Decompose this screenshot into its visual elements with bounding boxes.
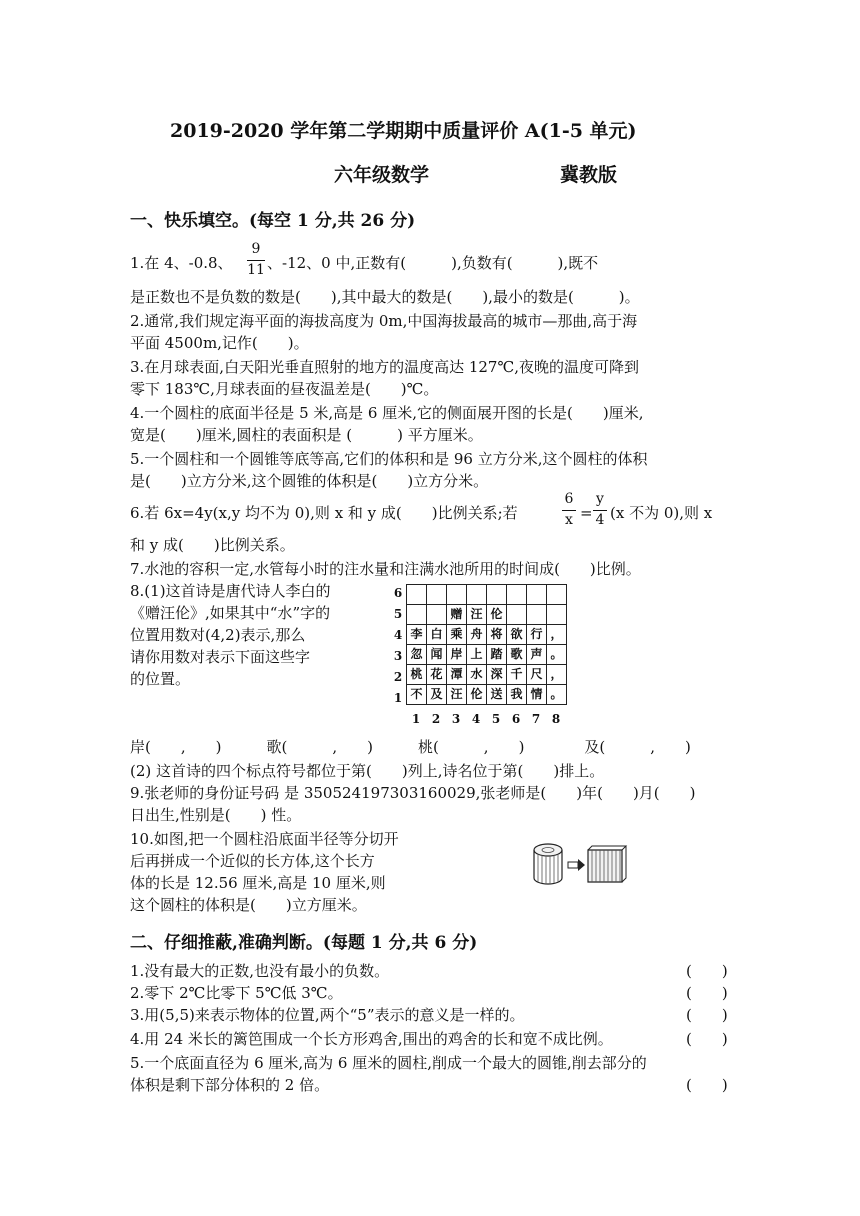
grid-row-number: 5	[393, 607, 403, 621]
q1-frac-numerator: 9	[251, 241, 261, 257]
grid-cell: 舟	[467, 625, 487, 645]
grid-cell: 上	[467, 645, 487, 665]
q6-equals: =	[580, 504, 593, 522]
page-title: 2019-2020 学年第二学期期中质量评价 A(1-5 单元)	[170, 120, 637, 142]
grid-row-number: 1	[393, 691, 403, 705]
grid-cell: 伦	[467, 685, 487, 705]
section2-heading: 二、仔细推蔽,准确判断。(每题 1 分,共 6 分)	[130, 933, 478, 953]
judge-bracket-1: ( )	[686, 962, 728, 980]
grid-cell: 伦	[487, 605, 507, 625]
grid-cell: ，	[547, 665, 567, 685]
grid-col-number: 8	[551, 712, 561, 726]
q6-frac1-numerator: 6	[564, 491, 574, 507]
q6-frac2-numerator: y	[596, 491, 604, 507]
q3-text-a: 3.在月球表面,白天阳光垂直照射的地方的温度高达 127℃,夜晚的温度可降到	[130, 358, 640, 376]
grid-row	[407, 665, 567, 685]
grid-cell: 歌	[507, 645, 527, 665]
grid-cell	[467, 585, 487, 605]
grid-cell: 我	[507, 685, 527, 705]
grid-col-number: 4	[471, 712, 481, 726]
judge-item-4: 4.用 24 米长的篱笆围成一个长方形鸡舍,围出的鸡舍的长和宽不成比例。	[130, 1030, 613, 1048]
grid-cell: 声	[527, 645, 547, 665]
grid-col-number: 1	[411, 712, 421, 726]
q6-frac1-bar	[562, 510, 576, 511]
grid-cell: 乘	[447, 625, 467, 645]
grid-col-number: 2	[431, 712, 441, 726]
q10-line-3: 体的长是 12.56 厘米,高是 10 厘米,则	[130, 874, 386, 892]
judge-item-5-cont: 体积是剩下部分体积的 2 倍。	[130, 1076, 330, 1094]
grid-cell: 。	[547, 645, 567, 665]
grid-col-number: 7	[531, 712, 541, 726]
q6-frac2-bar	[593, 510, 607, 511]
q6-frac1-denominator: x	[565, 512, 573, 528]
poem-grid-figure	[392, 584, 582, 724]
grid-cell: 欲	[507, 625, 527, 645]
q9-text-a: 9.张老师的身份证号码 是 350524197303160029,张老师是( )年( )月( )	[130, 784, 696, 802]
q8-line-1: 8.(1)这首诗是唐代诗人李白的	[130, 582, 331, 600]
q8-line-2: 《赠汪伦》,如果其中“水”字的	[130, 604, 331, 622]
grid-cell: 闻	[427, 645, 447, 665]
grid-cell: 岸	[447, 645, 467, 665]
grid-cell: 桃	[407, 665, 427, 685]
q4-text-a: 4.一个圆柱的底面半径是 5 米,高是 6 厘米,它的侧面展开图的长是( )厘米,	[130, 404, 644, 422]
q8-line-3: 位置用数对(4,2)表示,那么	[130, 626, 306, 644]
grid-row-number: 6	[393, 586, 403, 600]
q1-frac-denominator: 11	[247, 262, 265, 278]
grid-cell: 忽	[407, 645, 427, 665]
grid-cell: 及	[427, 685, 447, 705]
arrow-right-icon	[568, 859, 585, 871]
grid-cell	[487, 585, 507, 605]
grid-cell: 送	[487, 685, 507, 705]
grid-cell	[427, 585, 447, 605]
q1-text-c: 是正数也不是负数的数是( ),其中最大的数是( ),最小的数是( )。	[130, 288, 640, 306]
grid-row-number: 2	[393, 670, 403, 684]
grid-cell: 情	[527, 685, 547, 705]
q1-text-b: 、-12、0 中,正数有( ),负数有( ),既不	[267, 254, 599, 272]
q2-text-a: 2.通常,我们规定海平面的海拔高度为 0m,中国海拔最高的城市—那曲,高于海	[130, 312, 638, 330]
grid-cell: 水	[467, 665, 487, 685]
q8-line-5: 的位置。	[130, 670, 191, 688]
grid-cell	[407, 585, 427, 605]
q10-line-2: 后再拼成一个近似的长方体,这个长方	[130, 852, 375, 870]
grid-row	[407, 645, 567, 665]
judge-bracket-5: ( )	[686, 1076, 728, 1094]
grid-cell: 李	[407, 625, 427, 645]
judge-item-1: 1.没有最大的正数,也没有最小的负数。	[130, 962, 390, 980]
grid-cell: 行	[527, 625, 547, 645]
grid-cell	[547, 605, 567, 625]
q4-text-b: 宽是( )厘米,圆柱的表面积是 ( ) 平方厘米。	[130, 426, 483, 444]
grid-cell	[427, 605, 447, 625]
judge-bracket-3: ( )	[686, 1006, 728, 1024]
q2-text-b: 平面 4500m,记作( )。	[130, 334, 309, 352]
grid-cell: 。	[547, 685, 567, 705]
grid-row	[407, 585, 567, 605]
grid-col-number: 3	[451, 712, 461, 726]
judge-bracket-2: ( )	[686, 984, 728, 1002]
grid-row-number: 3	[393, 649, 403, 663]
grade-subject: 六年级数学	[334, 164, 430, 186]
cylinder-to-cuboid-figure	[528, 840, 628, 890]
cylinder-icon	[534, 844, 562, 884]
q3-text-b: 零下 183℃,月球表面的昼夜温差是( )℃。	[130, 380, 439, 398]
q10-line-4: 这个圆柱的体积是( )立方厘米。	[130, 896, 367, 914]
q5-text-a: 5.一个圆柱和一个圆锥等底等高,它们的体积和是 96 立方分米,这个圆柱的体积	[130, 450, 648, 468]
q1-text-a: 1.在 4、-0.8、	[130, 254, 233, 272]
q8-part2: (2) 这首诗的四个标点符号都位于第( )列上,诗名位于第( )排上。	[130, 762, 605, 780]
grid-cell	[507, 585, 527, 605]
judge-item-5: 5.一个底面直径为 6 厘米,高为 6 厘米的圆柱,削成一个最大的圆锥,削去部分的	[130, 1054, 647, 1072]
q7-text: 7.水池的容积一定,水管每小时的注水量和注满水池所用的时间成( )比例。	[130, 560, 641, 578]
q10-line-1: 10.如图,把一个圆柱沿底面半径等分切开	[130, 830, 399, 848]
grid-cell: 潭	[447, 665, 467, 685]
judge-item-2: 2.零下 2℃比零下 5℃低 3℃。	[130, 984, 343, 1002]
grid-cell: ，	[547, 625, 567, 645]
section1-heading: 一、快乐填空。(每空 1 分,共 26 分)	[130, 211, 416, 231]
grid-row-number: 4	[393, 628, 403, 642]
q1-frac-bar	[247, 260, 265, 261]
grid-cell: 千	[507, 665, 527, 685]
judge-item-3: 3.用(5,5)来表示物体的位置,两个“5”表示的意义是一样的。	[130, 1006, 525, 1024]
grid-cell	[527, 605, 547, 625]
grid-cell	[447, 585, 467, 605]
grid-cell: 赠	[447, 605, 467, 625]
grid-cell: 踏	[487, 645, 507, 665]
q8-line-4: 请你用数对表示下面这些字	[130, 648, 311, 666]
q6-text-b: (x 不为 0),则 x	[610, 504, 713, 522]
grid-cell	[547, 585, 567, 605]
q6-frac2-denominator: 4	[595, 512, 605, 528]
grid-cell	[507, 605, 527, 625]
grid-row	[407, 685, 567, 705]
poem-grid	[406, 584, 567, 705]
grid-col-number: 6	[511, 712, 521, 726]
grid-cell: 汪	[467, 605, 487, 625]
q9-text-b: 日出生,性别是( ) 性。	[130, 806, 302, 824]
grid-cell: 将	[487, 625, 507, 645]
grid-cell	[407, 605, 427, 625]
grid-cell: 尺	[527, 665, 547, 685]
cuboid-icon	[588, 846, 626, 882]
edition: 冀教版	[560, 164, 618, 186]
grid-row	[407, 625, 567, 645]
q8-answers: 岸( , ) 歌( , ) 桃( , ) 及( , )	[130, 738, 691, 756]
grid-cell: 深	[487, 665, 507, 685]
q5-text-b: 是( )立方分米,这个圆锥的体积是( )立方分米。	[130, 472, 489, 490]
q6-text-a: 6.若 6x=4y(x,y 均不为 0),则 x 和 y 成( )比例关系;若	[130, 504, 518, 522]
grid-cell: 花	[427, 665, 447, 685]
q6-text-c: 和 y 成( )比例关系。	[130, 536, 295, 554]
grid-row	[407, 605, 567, 625]
grid-cell: 汪	[447, 685, 467, 705]
grid-col-number: 5	[491, 712, 501, 726]
grid-cell: 白	[427, 625, 447, 645]
judge-bracket-4: ( )	[686, 1030, 728, 1048]
grid-cell: 不	[407, 685, 427, 705]
grid-cell	[527, 585, 547, 605]
